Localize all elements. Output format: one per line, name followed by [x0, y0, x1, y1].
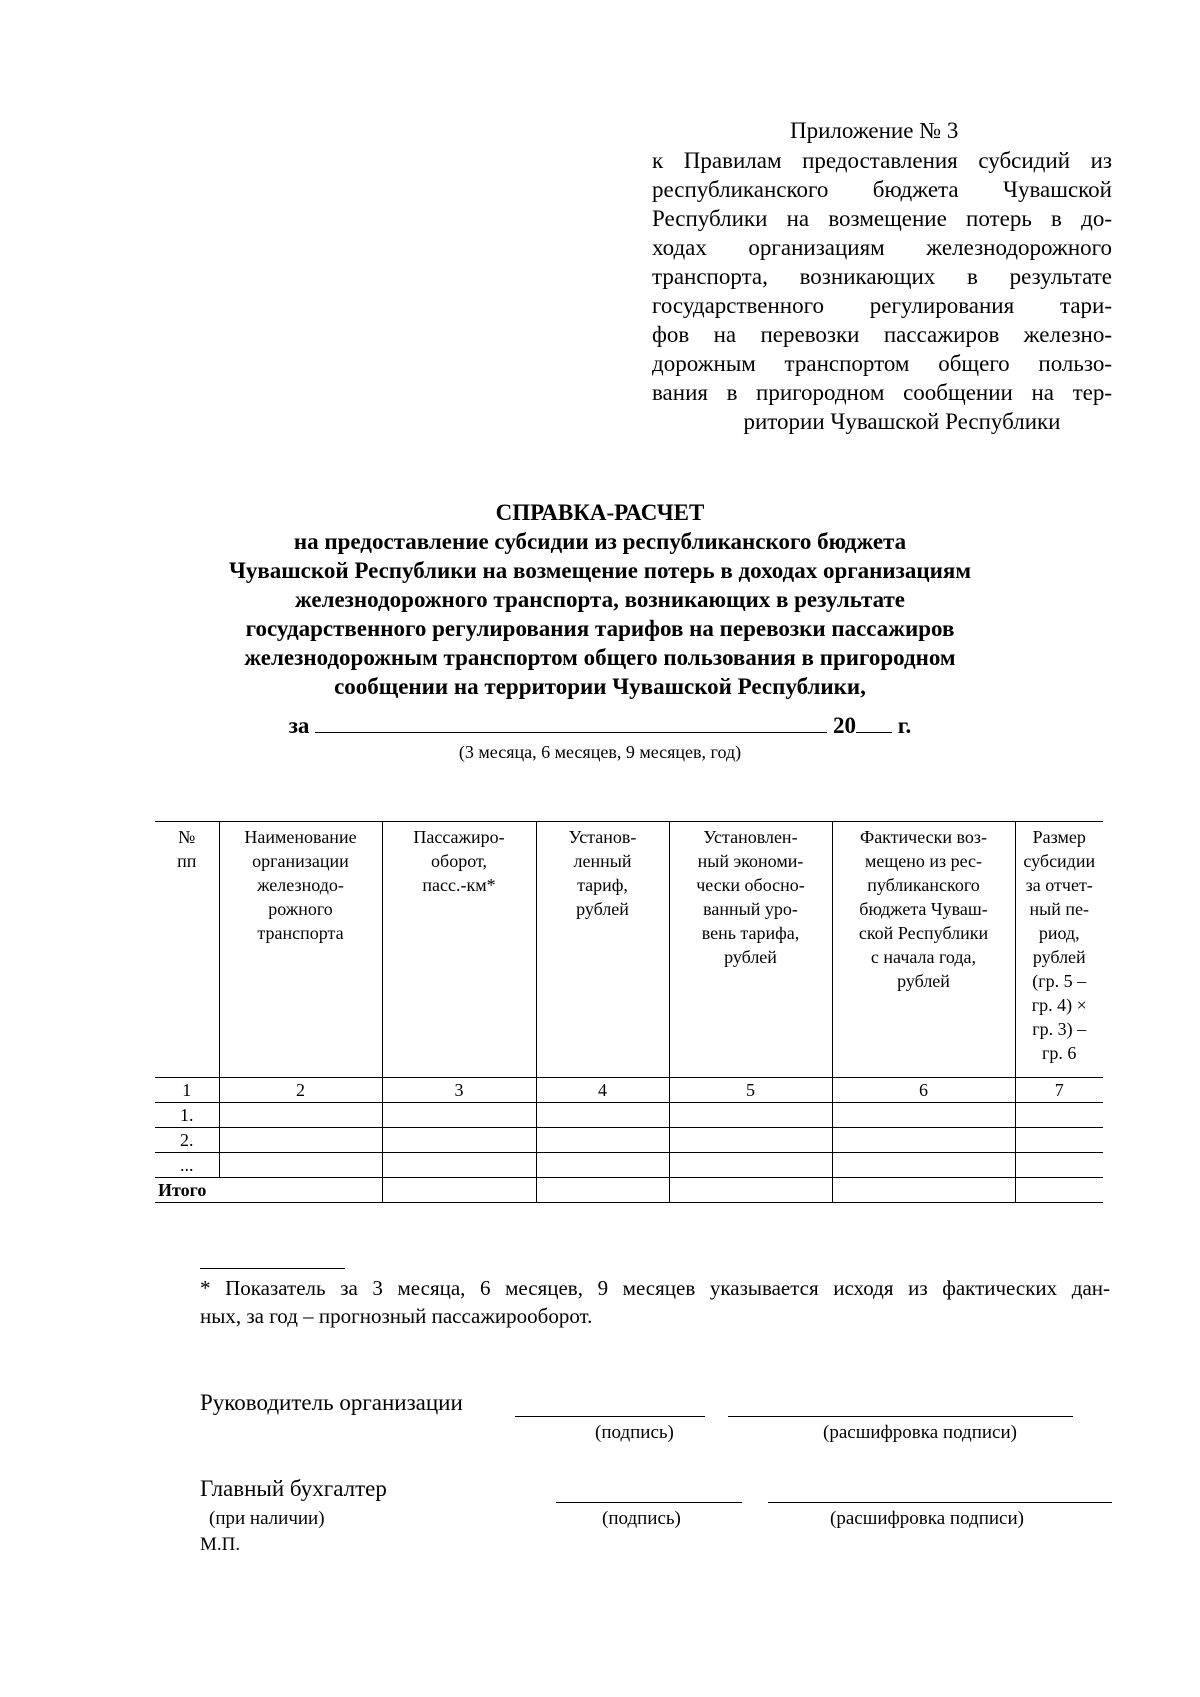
accountant-note: (при наличии): [209, 1508, 325, 1529]
table-cell[interactable]: [669, 1153, 832, 1178]
head-signature-field[interactable]: [515, 1416, 705, 1417]
appendix-line: ритории Чувашской Республики: [743, 409, 1061, 434]
period-year-suffix: г.: [897, 713, 912, 738]
period-year-prefix: 20: [832, 713, 856, 738]
header-line: рублей: [897, 971, 950, 991]
header-cell: [832, 822, 1015, 1078]
accountant-label: Главный бухгалтер: [200, 1476, 387, 1501]
row-number: 2.: [155, 1128, 219, 1153]
header-line: ный пе-: [1029, 899, 1089, 919]
table-cell[interactable]: [1015, 1103, 1103, 1128]
header-line: вень тарифа,: [701, 923, 800, 943]
header-line: №: [178, 827, 196, 847]
document-heading: [160, 498, 1040, 701]
row-number: 1.: [155, 1103, 219, 1128]
header-line: транспорта: [257, 923, 344, 943]
calculation-table: [155, 821, 1103, 1203]
header-line: рублей: [1032, 947, 1086, 967]
header-line: железнодо-: [257, 875, 344, 895]
header-line: гр. 6: [1042, 1043, 1077, 1063]
table-cell[interactable]: [669, 1128, 832, 1153]
appendix-title: Приложение № 3: [790, 118, 959, 143]
accountant-decode-hint: (расшифровка подписи): [830, 1508, 1024, 1529]
header-line: Фактически воз-: [859, 827, 988, 847]
table-cell[interactable]: [536, 1103, 669, 1128]
period-line: [160, 712, 1040, 739]
header-line: за отчет-: [1025, 875, 1093, 895]
appendix-line: государственного регулирования тари-: [652, 293, 1112, 318]
header-line: (гр. 5 –: [1032, 971, 1087, 991]
header-line: гр. 4) ×: [1031, 995, 1087, 1015]
footnote: [200, 1274, 1110, 1330]
appendix-text: [652, 146, 1112, 436]
heading-line: на предоставление субсидии из республиканского бюджета: [293, 529, 907, 554]
header-cell: [155, 822, 219, 1078]
header-cell: [1015, 822, 1103, 1078]
header-line: бюджета Чуваш-: [859, 899, 988, 919]
period-prefix: за: [288, 713, 310, 738]
appendix-line: фов на перевозки пассажиров железно-: [652, 322, 1112, 347]
appendix-line: республиканского бюджета Чувашской: [652, 177, 1112, 202]
table-cell[interactable]: [382, 1153, 536, 1178]
header-line: пп: [177, 851, 197, 871]
period-hint: (3 месяца, 6 месяцев, 9 месяцев, год): [458, 742, 742, 762]
total-cell[interactable]: [536, 1178, 669, 1203]
accountant-decode-field[interactable]: [768, 1502, 1112, 1503]
header-line: с начала года,: [870, 947, 977, 967]
head-sign-hint: (подпись): [595, 1422, 674, 1443]
header-line: оборот,: [431, 851, 487, 871]
header-line: Наименование: [244, 827, 357, 847]
header-line: риод,: [1038, 923, 1080, 943]
heading-line: сообщении на территории Чувашской Республики,: [334, 674, 866, 699]
appendix-line: к Правилам предоставления субсидий из: [652, 148, 1112, 173]
header-line: Пассажиро-: [413, 827, 505, 847]
header-line: ванный уро-: [703, 899, 798, 919]
table-cell[interactable]: [219, 1153, 382, 1178]
column-number: 6: [832, 1078, 1015, 1103]
appendix-line: ходах организациям железнодорожного: [652, 235, 1112, 260]
header-cell: [669, 822, 832, 1078]
header-line: Установ-: [568, 827, 637, 847]
appendix-line: Республики на возмещение потерь в до-: [652, 206, 1112, 231]
table-row: [155, 1128, 1103, 1153]
accountant-signature-field[interactable]: [556, 1502, 742, 1503]
heading-line: государственного регулирования тарифов на перевозки пассажиров: [245, 616, 955, 641]
appendix-line: транспорта, возникающих в результате: [652, 264, 1112, 289]
column-number: 3: [382, 1078, 536, 1103]
table-cell[interactable]: [219, 1103, 382, 1128]
header-line: ный экономи-: [697, 851, 804, 871]
header-line: тариф,: [577, 875, 628, 895]
column-number: 4: [536, 1078, 669, 1103]
head-label: Руководитель организации: [200, 1390, 463, 1415]
period-year-field[interactable]: [856, 712, 892, 733]
stamp-mark: М.П.: [200, 1534, 241, 1555]
table-row: [155, 1103, 1103, 1128]
accountant-sign-hint: (подпись): [602, 1508, 681, 1529]
table-cell[interactable]: [1015, 1153, 1103, 1178]
header-line: рожного: [268, 899, 333, 919]
header-cell: [536, 822, 669, 1078]
table-cell[interactable]: [219, 1128, 382, 1153]
table-cell[interactable]: [382, 1103, 536, 1128]
column-number: 7: [1015, 1078, 1103, 1103]
heading-line: Чувашской Республики на возмещение потерь в доходах организациям: [228, 558, 972, 583]
appendix-line: вания в пригородном сообщении на тер-: [652, 380, 1112, 405]
head-decode-hint: (расшифровка подписи): [823, 1422, 1017, 1443]
header-line: гр. 3) –: [1032, 1019, 1087, 1039]
document-title: СПРАВКА-РАСЧЕТ: [495, 500, 705, 525]
total-cell[interactable]: [1015, 1178, 1103, 1203]
row-number: ...: [155, 1153, 219, 1178]
header-line: организации: [252, 851, 349, 871]
footnote-line: * Показатель за 3 месяца, 6 месяцев, 9 месяцев указывается исходя из фактических дан-: [200, 1276, 1110, 1300]
total-cell[interactable]: [382, 1178, 536, 1203]
table-cell[interactable]: [382, 1128, 536, 1153]
header-line: публиканского: [867, 875, 980, 895]
column-number: 5: [669, 1078, 832, 1103]
column-number-row: [155, 1078, 1103, 1103]
head-decode-field[interactable]: [728, 1416, 1073, 1417]
column-number: 1: [155, 1078, 219, 1103]
total-row: [155, 1178, 1103, 1203]
table-cell[interactable]: [669, 1103, 832, 1128]
header-line: ской Республики: [858, 923, 989, 943]
table-cell[interactable]: [536, 1128, 669, 1153]
header-line: мещено из рес-: [864, 851, 983, 871]
appendix-line: дорожным транспортом общего пользо-: [652, 351, 1112, 376]
footnote-line: ных, за год – прогнозный пассажирооборот.: [200, 1304, 593, 1328]
table-row: [155, 1153, 1103, 1178]
total-cell[interactable]: [669, 1178, 832, 1203]
header-line: Установлен-: [703, 827, 798, 847]
header-line: рублей: [724, 947, 777, 967]
table-cell[interactable]: [1015, 1128, 1103, 1153]
header-line: ленный: [573, 851, 632, 871]
header-line: чески обосно-: [696, 875, 805, 895]
period-field[interactable]: [315, 712, 827, 733]
heading-line: железнодорожного транспорта, возникающих в результате: [294, 587, 906, 612]
table-header-row: [155, 822, 1103, 1078]
total-label: Итого: [155, 1178, 382, 1203]
header-line: субсидии: [1023, 851, 1096, 871]
total-cell[interactable]: [832, 1178, 1015, 1203]
table-cell[interactable]: [832, 1103, 1015, 1128]
table-cell[interactable]: [832, 1128, 1015, 1153]
header-line: рублей: [576, 899, 629, 919]
heading-line: железнодорожным транспортом общего пользования в пригородном: [244, 645, 956, 670]
column-number: 2: [219, 1078, 382, 1103]
header-cell: [382, 822, 536, 1078]
footnote-rule: [200, 1268, 345, 1269]
table-cell[interactable]: [536, 1153, 669, 1178]
table-cell[interactable]: [832, 1153, 1015, 1178]
header-line: пасс.-км*: [422, 875, 496, 895]
header-cell: [219, 822, 382, 1078]
header-line: Размер: [1032, 827, 1086, 847]
